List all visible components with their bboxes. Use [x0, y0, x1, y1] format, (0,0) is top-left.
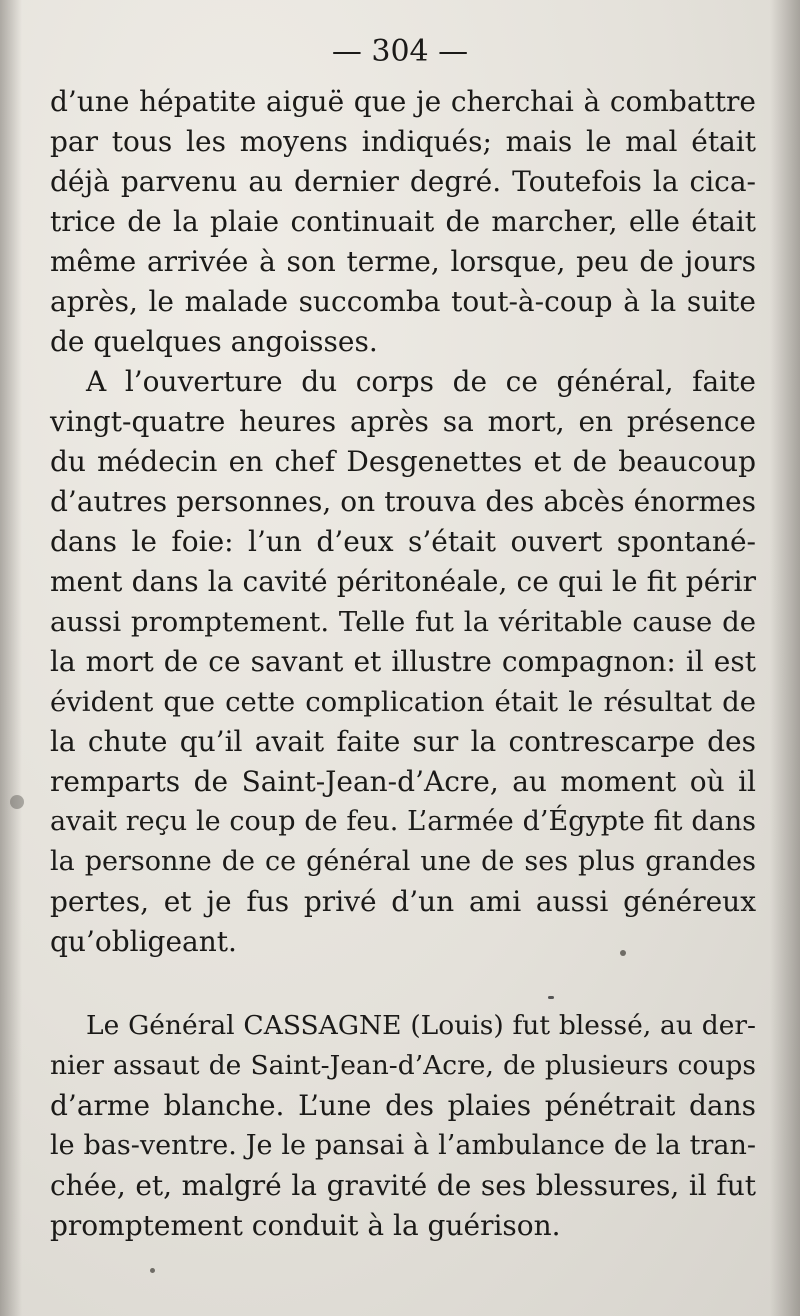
- text-line: par tous les moyens indiqués; mais le mal était: [50, 125, 756, 158]
- text-line: même arrivée à son terme, lorsque, peu de jours: [50, 245, 756, 278]
- text-line: la mort de ce savant et illustre compagnon: il est: [50, 645, 756, 678]
- edge-shadow: [770, 0, 800, 1316]
- text-line: évident que cette complication était le résultat de: [50, 686, 756, 718]
- text-line: de quelques angoisses.: [50, 325, 378, 358]
- text-line: le bas-ventre. Je le pansai à l’ambulance de la tran-: [50, 1130, 756, 1161]
- text-line: promptement conduit à la guérison.: [50, 1209, 561, 1242]
- text-line: la chute qu’il avait faite sur la contrescarpe des: [50, 725, 756, 758]
- text-line: après, le malade succomba tout-à-coup à la suite: [50, 285, 756, 318]
- paragraph-autopsy: [50, 362, 756, 962]
- section-separator: [548, 996, 554, 999]
- gutter-shadow: [0, 0, 22, 1316]
- text-line: trice de la plaie continuait de marcher, elle était: [50, 205, 756, 238]
- text-line: Le Général CASSAGNE (Louis) fut blessé, au der-: [86, 1010, 756, 1041]
- text-line: A l’ouverture du corps de ce général, faite: [86, 365, 756, 398]
- ink-speck: [620, 950, 626, 956]
- text-line: ment dans la cavité péritonéale, ce qui le fit périr: [50, 565, 756, 598]
- ink-speck: [150, 1268, 155, 1273]
- text-line: avait reçu le coup de feu. L’armée d’Égypte fit dans: [50, 806, 756, 837]
- text-line: du médecin en chef Desgenettes et de beaucoup: [50, 445, 756, 478]
- text-line: pertes, et je fus privé d’un ami aussi généreux: [50, 885, 756, 918]
- text-line: nier assaut de Saint-Jean-d’Acre, de plusieurs coups: [50, 1050, 756, 1081]
- text-line: aussi promptement. Telle fut la véritable cause de: [50, 606, 756, 638]
- text-line: remparts de Saint-Jean-d’Acre, au moment où il: [50, 765, 756, 798]
- text-line: vingt-quatre heures après sa mort, en présence: [50, 405, 756, 438]
- text-line: d’autres personnes, on trouva des abcès énormes: [50, 485, 756, 518]
- text-line: déjà parvenu au dernier degré. Toutefois la cica-: [50, 165, 756, 198]
- text-line: d’une hépatite aiguë que je cherchai à combattre: [50, 85, 756, 118]
- text-line: d’arme blanche. L’une des plaies pénétrait dans: [50, 1089, 756, 1122]
- page-number: — 304 —: [331, 34, 469, 69]
- paragraph-cassagne: [50, 1006, 756, 1246]
- text-line: chée, et, malgré la gravité de ses blessures, il fut: [50, 1169, 756, 1202]
- text-line: la personne de ce général une de ses plus grandes: [50, 846, 756, 877]
- text-line: qu’obligeant.: [50, 925, 237, 958]
- text-line: dans le foie: l’un d’eux s’était ouvert spontané-: [50, 525, 756, 558]
- paper-stain: [10, 795, 24, 809]
- paragraph-hepatitis: [50, 82, 756, 362]
